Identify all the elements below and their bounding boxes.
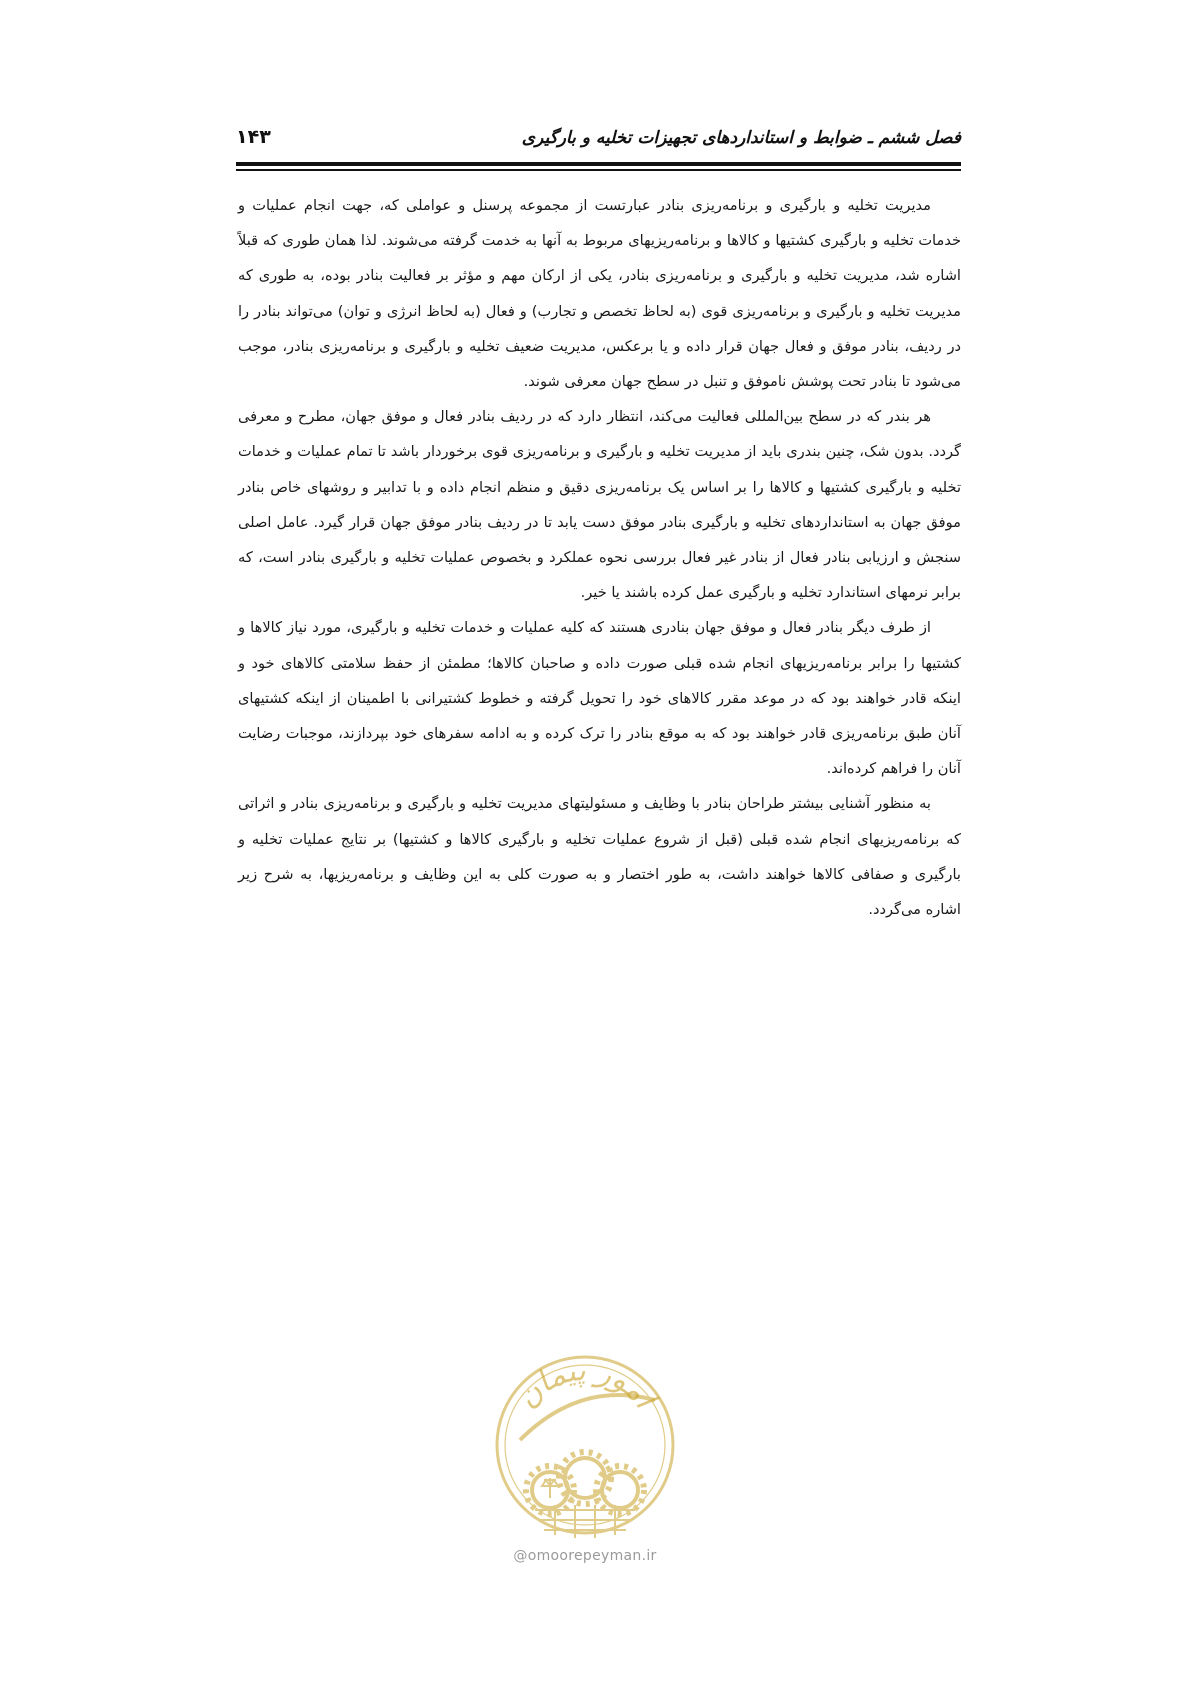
header-rule-thin	[236, 169, 961, 171]
body-text	[238, 188, 961, 927]
paragraph: هر بندر که در سطح بین‌المللی فعالیت می‌کند، انتظار دارد که در ردیف بنادر فعال و موفق جهان، مطرح و معرفی گردد. بدون شک، چنین بندری باید از مدیریت تخلیه و بارگیری و برنامه‌ریزی قوی برخوردار باشد تا تمام عملیات و خدمات تخلیه و بارگیری کشتیها و کالاها را بر اساس یک برنامه‌ریزی دقیق و منظم انجام داده و با تدابیر و روشهای خاص بنادر موفق جهان به استانداردهای تخلیه و بارگیری بنادر موفق دست یابد تا در ردیف بنادر موفق جهان قرار گیرد. عامل اصلی سنجش و ارزیابی بنادر فعال از بنادر غیر فعال بررسی نحوه عملکرد و بخصوص عملیات تخلیه و بارگیری بنادر است، که برابر نرمهای استاندارد تخلیه و بارگیری عمل کرده باشند یا خیر.	[238, 408, 961, 602]
page-number: ۱۴۳	[236, 126, 271, 148]
watermark-emblem-icon	[480, 1340, 690, 1550]
header-rule-thick	[236, 162, 961, 166]
paragraph: از طرف دیگر بنادر فعال و موفق جهان بنادری هستند که کلیه عملیات و خدمات تخلیه و بارگیری، مورد نیاز کالاها و کشتیها را برابر برنامه‌ریزیهای انجام شده قبلی صورت داده و صاحبان کالاها؛ مطمئن از حفظ سلامتی کالاهای خود و اینکه قادر خواهند بود که در موعد مقرر کالاهای خود را تحویل گرفته و خطوط کشتیرانی با اطمینان از اینکه کشتیهای آنان طبق برنامه‌ریزی قادر خواهند بود که به موقع بنادر را ترک کرده و به ادامه سفرهای خود بپردازند، موجبات رضایت آنان را فراهم کرده‌اند.	[238, 619, 961, 778]
chapter-title: فصل ششم ـ ضوابط و استانداردهای تجهیزات تخلیه و بارگیری	[521, 128, 961, 148]
watermark-logo	[480, 1340, 690, 1570]
svg-text:امور پیمان: امور پیمان	[509, 1352, 662, 1415]
watermark-url: @omoorepeyman.ir	[513, 1548, 657, 1564]
page-header	[236, 120, 961, 160]
paragraph: مدیریت تخلیه و بارگیری و برنامه‌ریزی بنادر عبارتست از مجموعه پرسنل و عواملی که، جهت انجام عملیات و خدمات تخلیه و بارگیری کشتیها و کالاها و برنامه‌ریزیهای مربوط به آنها به خدمت گرفته می‌شوند. لذا همان طوری که قبلاً اشاره شد، مدیریت تخلیه و بارگیری و برنامه‌ریزی بنادر، یکی از ارکان مهم و مؤثر بر فعالیت بنادر بوده، به طوری که مدیریت تخلیه و بارگیری و برنامه‌ریزی قوی (به لحاظ تخصص و تجارب) و فعال (به لحاظ انرژی و توان) می‌تواند بنادر را در ردیف، بنادر موفق و فعال جهان قرار داده و یا برعکس، مدیریت ضعیف تخلیه و بارگیری و برنامه‌ریزی بنادر، موجب می‌شود تا بنادر تحت پوشش ناموفق و تنبل در سطح جهان معرفی شوند.	[238, 197, 961, 391]
paragraph: به منظور آشنایی بیشتر طراحان بنادر با وظایف و مسئولیتهای مدیریت تخلیه و بارگیری و برنامه‌ریزی بنادر و اثراتی که برنامه‌ریزیهای انجام شده قبلی (قبل از شروع عملیات تخلیه و بارگیری کالاها و کشتیها) بر نتایج عملیات تخلیه و بارگیری و صفافی کالاها خواهند داشت، به طور اختصار و به صورت کلی به این وظایف و برنامه‌ریزیها، به شرح زیر اشاره می‌گردد.	[238, 795, 961, 919]
